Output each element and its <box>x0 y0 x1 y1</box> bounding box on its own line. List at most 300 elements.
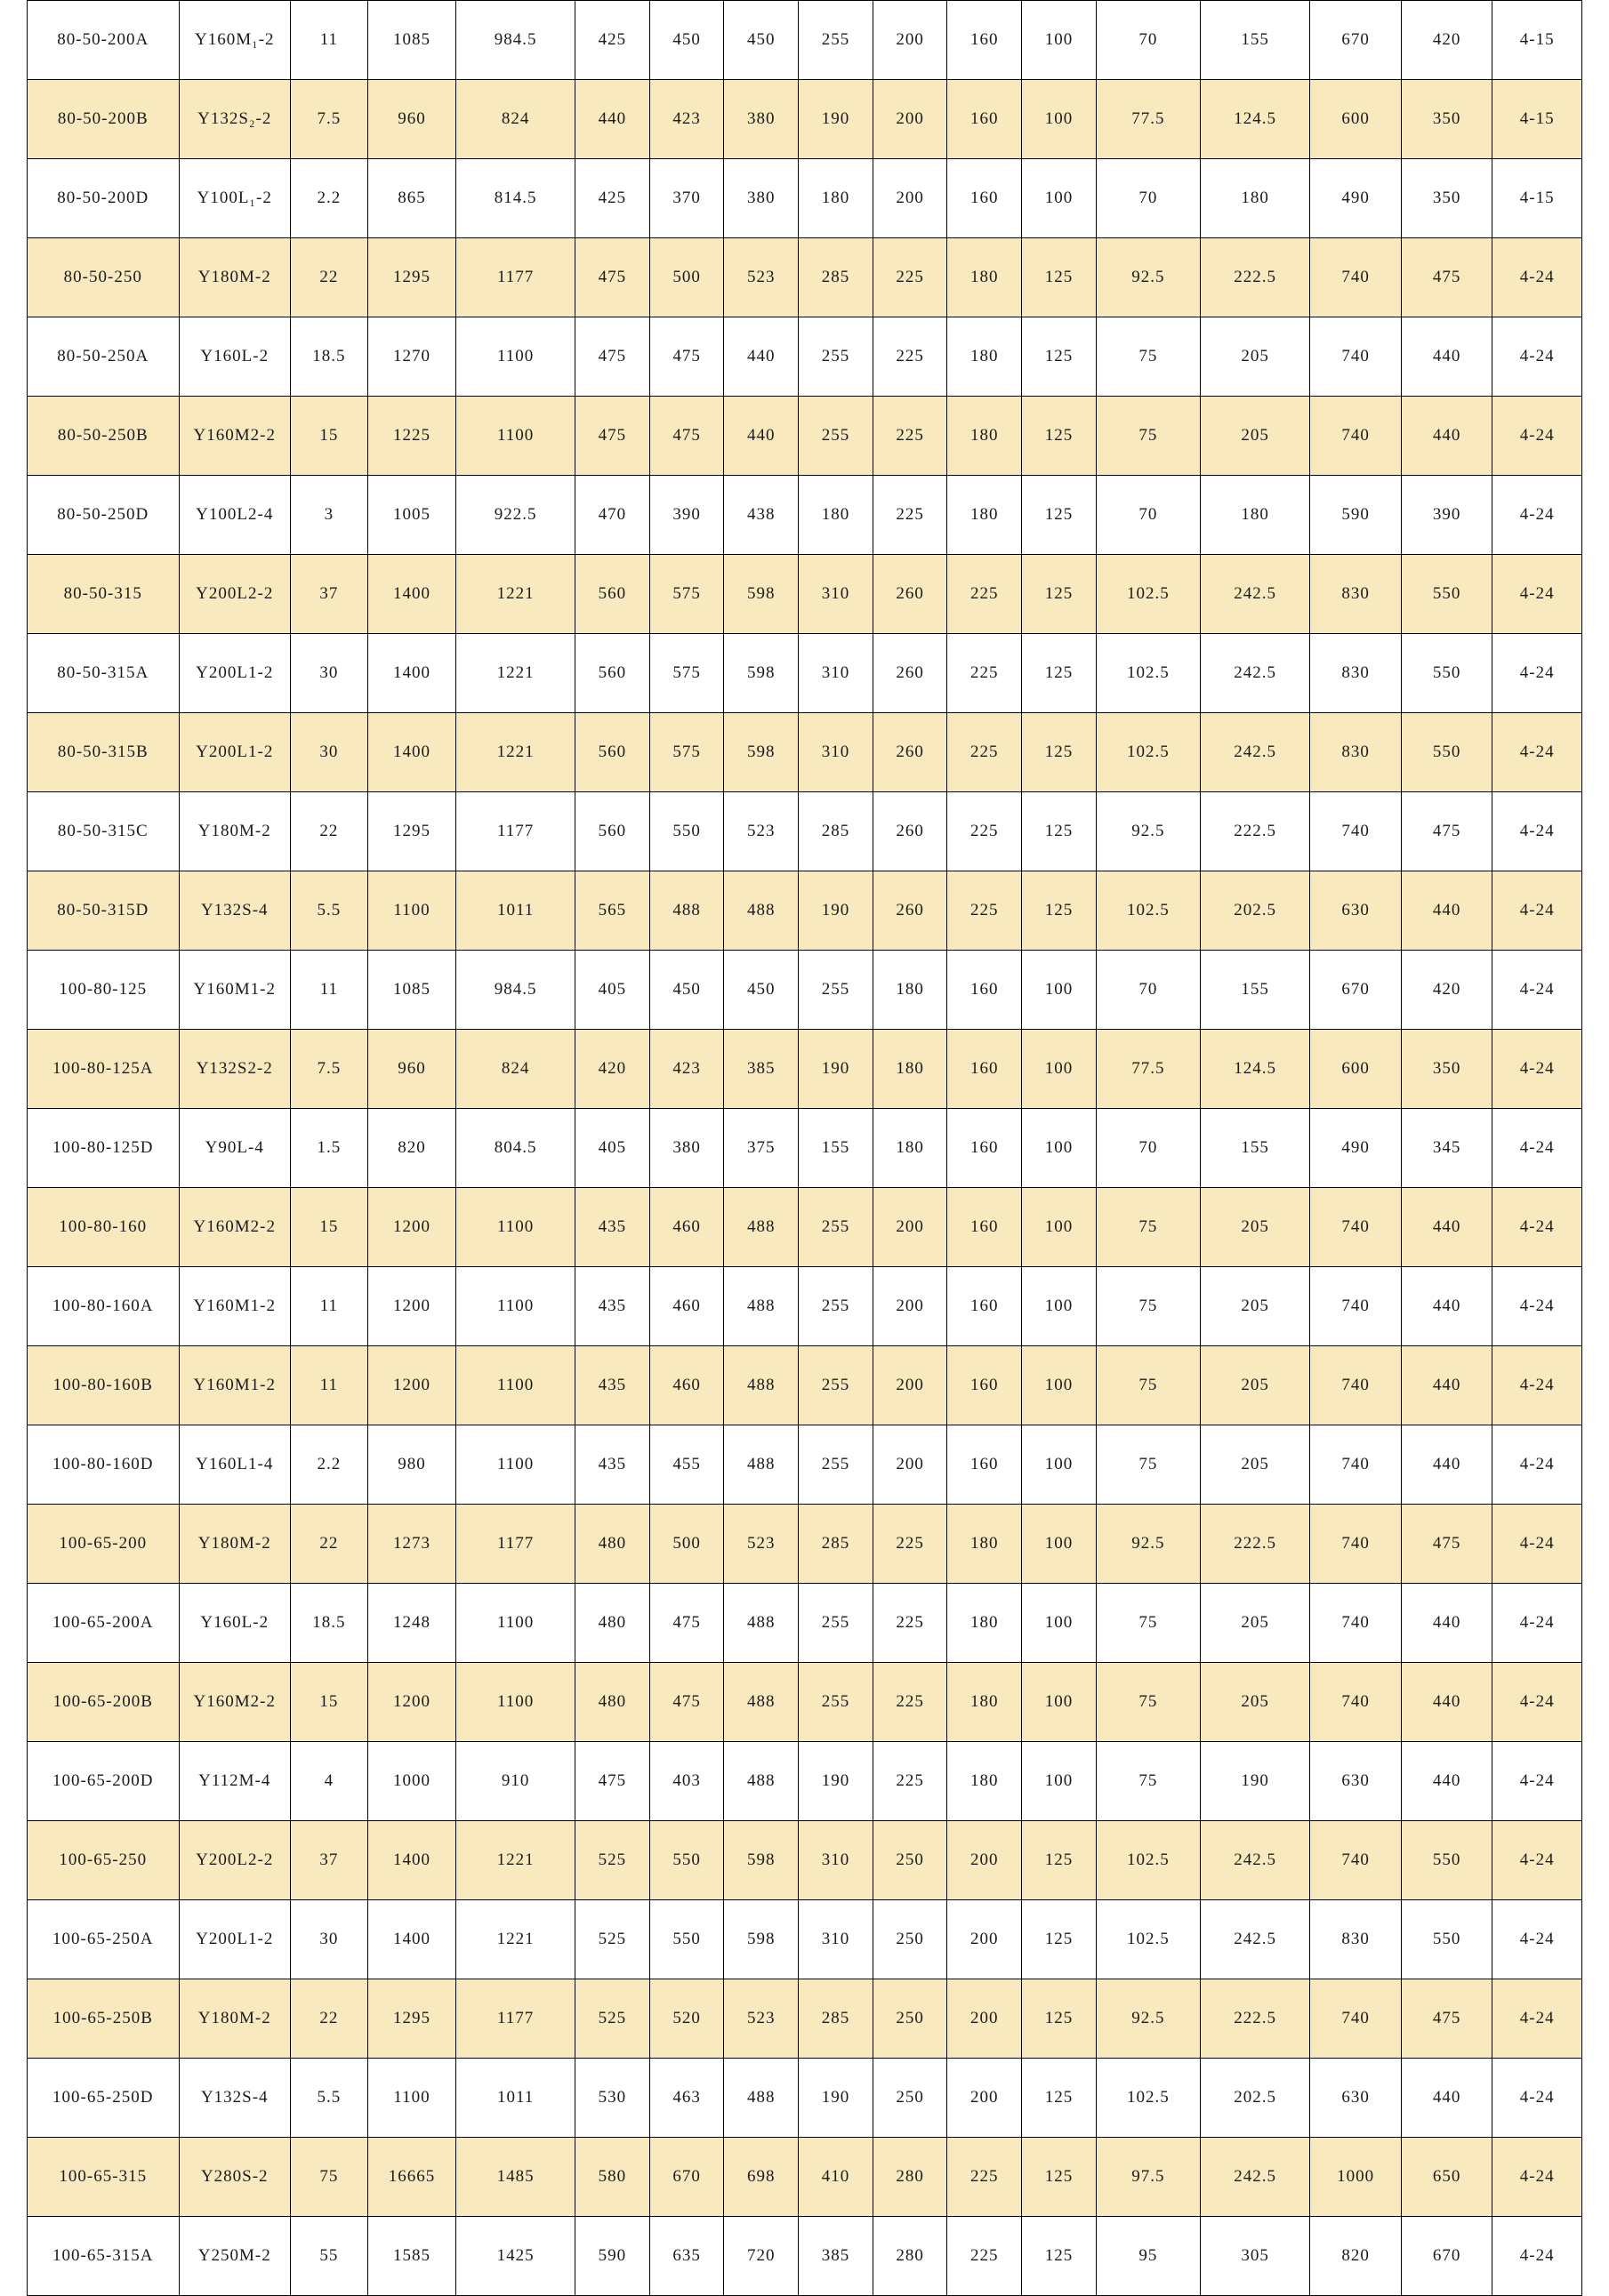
table-cell: 984.5 <box>456 1 575 80</box>
table-cell: 180 <box>947 1584 1022 1663</box>
cell-pump-model: 80-50-315C <box>28 792 180 871</box>
table-cell: 980 <box>367 1425 455 1505</box>
table-cell: 160 <box>947 1109 1022 1188</box>
table-row <box>28 2138 1582 2217</box>
table-cell: 450 <box>724 951 799 1030</box>
cell-pump-model: 100-65-250A <box>28 1900 180 1979</box>
table-cell: 205 <box>1200 1663 1309 1742</box>
table-cell: 222.5 <box>1200 792 1309 871</box>
table-cell: 102.5 <box>1096 634 1200 713</box>
table-cell: 125 <box>1022 1821 1097 1900</box>
table-cell: 70 <box>1096 159 1200 238</box>
cell-motor-model: Y200L1-2 <box>179 713 291 792</box>
table-cell: 100 <box>1022 1267 1097 1346</box>
table-cell: 1270 <box>367 317 455 397</box>
table-cell: 1485 <box>456 2138 575 2217</box>
table-cell: 2.2 <box>291 1425 368 1505</box>
table-cell: 7.5 <box>291 1030 368 1109</box>
table-cell: 488 <box>724 1425 799 1505</box>
table-body <box>28 1 1582 2296</box>
table-cell: 22 <box>291 1979 368 2059</box>
cell-pump-model: 80-50-250A <box>28 317 180 397</box>
cell-pump-model: 100-80-125 <box>28 951 180 1030</box>
table-cell: 488 <box>724 871 799 951</box>
table-cell: 124.5 <box>1200 80 1309 159</box>
table-cell: 180 <box>799 476 873 555</box>
table-cell: 125 <box>1022 2217 1097 2296</box>
table-cell: 75 <box>291 2138 368 2217</box>
table-cell: 1000 <box>1310 2138 1402 2217</box>
cell-pump-model: 100-65-250D <box>28 2059 180 2138</box>
table-cell: 488 <box>724 1267 799 1346</box>
table-cell: 460 <box>649 1267 724 1346</box>
table-cell: 100 <box>1022 80 1097 159</box>
cell-pump-model: 80-50-315A <box>28 634 180 713</box>
table-cell: 550 <box>649 792 724 871</box>
table-cell: 225 <box>873 476 947 555</box>
table-cell: 598 <box>724 713 799 792</box>
table-cell: 100 <box>1022 1346 1097 1425</box>
table-cell: 804.5 <box>456 1109 575 1188</box>
table-cell: 440 <box>1401 871 1492 951</box>
table-cell: 222.5 <box>1200 238 1309 317</box>
table-cell: 475 <box>1401 238 1492 317</box>
table-cell: 100 <box>1022 1425 1097 1505</box>
table-cell: 4-24 <box>1492 1425 1582 1505</box>
table-cell: 1085 <box>367 1 455 80</box>
table-cell: 200 <box>947 1821 1022 1900</box>
table-cell: 1011 <box>456 871 575 951</box>
table-cell: 102.5 <box>1096 2059 1200 2138</box>
table-row <box>28 1188 1582 1267</box>
table-cell: 600 <box>1310 1030 1402 1109</box>
table-cell: 698 <box>724 2138 799 2217</box>
table-cell: 11 <box>291 951 368 1030</box>
cell-motor-model: Y200L2-2 <box>179 555 291 634</box>
table-cell: 350 <box>1401 159 1492 238</box>
cell-motor-model: Y180M-2 <box>179 1505 291 1584</box>
table-cell: 205 <box>1200 1267 1309 1346</box>
table-cell: 125 <box>1022 2059 1097 2138</box>
table-cell: 11 <box>291 1346 368 1425</box>
cell-motor-model: Y160M2-2 <box>179 1663 291 1742</box>
table-cell: 205 <box>1200 317 1309 397</box>
table-cell: 1400 <box>367 555 455 634</box>
table-cell: 205 <box>1200 1584 1309 1663</box>
table-cell: 814.5 <box>456 159 575 238</box>
table-cell: 102.5 <box>1096 1821 1200 1900</box>
table-cell: 435 <box>575 1346 650 1425</box>
table-cell: 100 <box>1022 1742 1097 1821</box>
cell-pump-model: 100-65-200D <box>28 1742 180 1821</box>
cell-pump-model: 100-80-160D <box>28 1425 180 1505</box>
table-cell: 92.5 <box>1096 1979 1200 2059</box>
cell-motor-model: Y160L-2 <box>179 1584 291 1663</box>
table-cell: 390 <box>649 476 724 555</box>
table-cell: 4-15 <box>1492 80 1582 159</box>
table-cell: 500 <box>649 1505 724 1584</box>
table-cell: 37 <box>291 1821 368 1900</box>
table-cell: 630 <box>1310 2059 1402 2138</box>
table-cell: 285 <box>799 1979 873 2059</box>
table-cell: 285 <box>799 238 873 317</box>
table-cell: 4-24 <box>1492 1663 1582 1742</box>
cell-motor-model: Y160M₁-2 <box>179 1 291 80</box>
table-cell: 260 <box>873 713 947 792</box>
table-row <box>28 1109 1582 1188</box>
table-cell: 180 <box>947 1505 1022 1584</box>
table-cell: 740 <box>1310 317 1402 397</box>
cell-pump-model: 100-80-160A <box>28 1267 180 1346</box>
cell-pump-model: 100-80-160B <box>28 1346 180 1425</box>
table-row <box>28 397 1582 476</box>
table-cell: 1177 <box>456 238 575 317</box>
table-cell: 102.5 <box>1096 555 1200 634</box>
table-cell: 1100 <box>456 1584 575 1663</box>
table-cell: 155 <box>1200 1109 1309 1188</box>
table-cell: 75 <box>1096 1425 1200 1505</box>
table-cell: 70 <box>1096 1 1200 80</box>
table-cell: 22 <box>291 1505 368 1584</box>
table-cell: 1585 <box>367 2217 455 2296</box>
table-cell: 475 <box>575 238 650 317</box>
cell-motor-model: Y90L-4 <box>179 1109 291 1188</box>
table-cell: 440 <box>1401 1346 1492 1425</box>
table-cell: 200 <box>873 1425 947 1505</box>
table-cell: 18.5 <box>291 1584 368 1663</box>
table-cell: 1400 <box>367 1900 455 1979</box>
table-cell: 280 <box>873 2217 947 2296</box>
table-cell: 1295 <box>367 1979 455 2059</box>
table-cell: 4-24 <box>1492 1742 1582 1821</box>
table-cell: 4-24 <box>1492 634 1582 713</box>
cell-pump-model: 100-80-125A <box>28 1030 180 1109</box>
table-cell: 260 <box>873 555 947 634</box>
table-cell: 100 <box>1022 1663 1097 1742</box>
table-cell: 4-24 <box>1492 1979 1582 2059</box>
cell-motor-model: Y112M-4 <box>179 1742 291 1821</box>
table-cell: 475 <box>1401 1505 1492 1584</box>
table-cell: 190 <box>799 1030 873 1109</box>
table-cell: 480 <box>575 1584 650 1663</box>
table-row <box>28 1584 1582 1663</box>
table-cell: 830 <box>1310 713 1402 792</box>
table-cell: 480 <box>575 1663 650 1742</box>
table-cell: 18.5 <box>291 317 368 397</box>
table-cell: 102.5 <box>1096 871 1200 951</box>
table-cell: 440 <box>1401 1663 1492 1742</box>
cell-motor-model: Y160M1-2 <box>179 1267 291 1346</box>
table-cell: 225 <box>873 1663 947 1742</box>
table-cell: 670 <box>1310 1 1402 80</box>
table-cell: 560 <box>575 792 650 871</box>
table-cell: 285 <box>799 792 873 871</box>
table-cell: 75 <box>1096 1742 1200 1821</box>
table-cell: 305 <box>1200 2217 1309 2296</box>
table-cell: 830 <box>1310 555 1402 634</box>
table-cell: 1177 <box>456 1979 575 2059</box>
cell-motor-model: Y160M1-2 <box>179 951 291 1030</box>
table-cell: 310 <box>799 634 873 713</box>
table-cell: 575 <box>649 713 724 792</box>
table-cell: 77.5 <box>1096 80 1200 159</box>
cell-pump-model: 100-65-200 <box>28 1505 180 1584</box>
table-cell: 525 <box>575 1821 650 1900</box>
table-cell: 242.5 <box>1200 1821 1309 1900</box>
table-cell: 550 <box>1401 713 1492 792</box>
table-cell: 4-24 <box>1492 555 1582 634</box>
table-cell: 250 <box>873 1900 947 1979</box>
table-cell: 425 <box>575 1 650 80</box>
table-cell: 450 <box>724 1 799 80</box>
table-cell: 370 <box>649 159 724 238</box>
table-row <box>28 1900 1582 1979</box>
table-cell: 242.5 <box>1200 1900 1309 1979</box>
table-cell: 225 <box>873 317 947 397</box>
table-row <box>28 792 1582 871</box>
table-cell: 70 <box>1096 1109 1200 1188</box>
table-row <box>28 951 1582 1030</box>
table-cell: 720 <box>724 2217 799 2296</box>
table-cell: 92.5 <box>1096 238 1200 317</box>
table-cell: 345 <box>1401 1109 1492 1188</box>
table-cell: 405 <box>575 951 650 1030</box>
cell-motor-model: Y160M2-2 <box>179 1188 291 1267</box>
table-cell: 160 <box>947 80 1022 159</box>
table-row <box>28 555 1582 634</box>
table-cell: 470 <box>575 476 650 555</box>
table-cell: 423 <box>649 80 724 159</box>
table-cell: 155 <box>1200 951 1309 1030</box>
table-cell: 125 <box>1022 2138 1097 2217</box>
table-cell: 180 <box>947 397 1022 476</box>
table-row <box>28 80 1582 159</box>
table-cell: 15 <box>291 1663 368 1742</box>
table-cell: 435 <box>575 1425 650 1505</box>
table-cell: 37 <box>291 555 368 634</box>
table-cell: 55 <box>291 2217 368 2296</box>
table-cell: 242.5 <box>1200 2138 1309 2217</box>
table-cell: 160 <box>947 1188 1022 1267</box>
cell-motor-model: Y132S-4 <box>179 871 291 951</box>
table-row <box>28 1663 1582 1742</box>
table-cell: 4-24 <box>1492 2138 1582 2217</box>
table-cell: 225 <box>947 634 1022 713</box>
table-cell: 190 <box>799 2059 873 2138</box>
table-cell: 1225 <box>367 397 455 476</box>
table-cell: 4-24 <box>1492 1188 1582 1267</box>
table-cell: 420 <box>1401 951 1492 1030</box>
table-cell: 225 <box>873 1584 947 1663</box>
table-cell: 740 <box>1310 1346 1402 1425</box>
table-cell: 125 <box>1022 1900 1097 1979</box>
table-cell: 7.5 <box>291 80 368 159</box>
table-cell: 460 <box>649 1346 724 1425</box>
table-cell: 1.5 <box>291 1109 368 1188</box>
table-cell: 824 <box>456 80 575 159</box>
table-cell: 4-24 <box>1492 238 1582 317</box>
table-cell: 385 <box>724 1030 799 1109</box>
table-row <box>28 1505 1582 1584</box>
table-cell: 260 <box>873 792 947 871</box>
table-cell: 438 <box>724 476 799 555</box>
cell-motor-model: Y100L₁-2 <box>179 159 291 238</box>
table-cell: 420 <box>1401 1 1492 80</box>
table-cell: 410 <box>799 2138 873 2217</box>
table-cell: 202.5 <box>1200 871 1309 951</box>
table-row <box>28 2059 1582 2138</box>
table-cell: 255 <box>799 1425 873 1505</box>
table-cell: 463 <box>649 2059 724 2138</box>
table-cell: 530 <box>575 2059 650 2138</box>
table-cell: 4-15 <box>1492 1 1582 80</box>
table-cell: 475 <box>649 317 724 397</box>
table-cell: 488 <box>724 1663 799 1742</box>
table-cell: 222.5 <box>1200 1505 1309 1584</box>
table-cell: 440 <box>1401 1742 1492 1821</box>
table-cell: 560 <box>575 713 650 792</box>
table-cell: 310 <box>799 1900 873 1979</box>
table-cell: 475 <box>1401 1979 1492 2059</box>
table-row <box>28 1 1582 80</box>
table-cell: 375 <box>724 1109 799 1188</box>
table-cell: 405 <box>575 1109 650 1188</box>
table-cell: 740 <box>1310 238 1402 317</box>
table-cell: 960 <box>367 1030 455 1109</box>
table-cell: 403 <box>649 1742 724 1821</box>
table-cell: 740 <box>1310 1821 1402 1900</box>
table-cell: 1400 <box>367 1821 455 1900</box>
table-cell: 160 <box>947 1030 1022 1109</box>
table-cell: 1221 <box>456 555 575 634</box>
table-cell: 225 <box>873 1742 947 1821</box>
table-cell: 1221 <box>456 1900 575 1979</box>
table-cell: 1100 <box>456 1346 575 1425</box>
table-cell: 440 <box>575 80 650 159</box>
table-cell: 380 <box>724 159 799 238</box>
table-cell: 102.5 <box>1096 1900 1200 1979</box>
table-row <box>28 159 1582 238</box>
table-cell: 225 <box>873 1505 947 1584</box>
table-cell: 100 <box>1022 1584 1097 1663</box>
table-cell: 255 <box>799 397 873 476</box>
table-cell: 100 <box>1022 1109 1097 1188</box>
table-row <box>28 476 1582 555</box>
table-cell: 225 <box>873 397 947 476</box>
table-cell: 523 <box>724 1505 799 1584</box>
table-cell: 160 <box>947 159 1022 238</box>
table-cell: 740 <box>1310 1188 1402 1267</box>
table-cell: 550 <box>649 1821 724 1900</box>
table-cell: 4-24 <box>1492 317 1582 397</box>
table-cell: 75 <box>1096 397 1200 476</box>
table-cell: 250 <box>873 1821 947 1900</box>
table-cell: 95 <box>1096 2217 1200 2296</box>
table-cell: 125 <box>1022 397 1097 476</box>
table-cell: 455 <box>649 1425 724 1505</box>
table-cell: 202.5 <box>1200 2059 1309 2138</box>
table-cell: 125 <box>1022 871 1097 951</box>
table-cell: 2.2 <box>291 159 368 238</box>
table-cell: 475 <box>649 1584 724 1663</box>
cell-pump-model: 80-50-250D <box>28 476 180 555</box>
table-cell: 180 <box>873 951 947 1030</box>
table-cell: 1248 <box>367 1584 455 1663</box>
pump-specification-table <box>27 0 1582 2296</box>
cell-motor-model: Y132S₂-2 <box>179 80 291 159</box>
table-cell: 4-24 <box>1492 792 1582 871</box>
table-cell: 5.5 <box>291 871 368 951</box>
table-cell: 4-24 <box>1492 951 1582 1030</box>
cell-motor-model: Y132S-4 <box>179 2059 291 2138</box>
table-cell: 423 <box>649 1030 724 1109</box>
table-cell: 225 <box>947 2217 1022 2296</box>
table-cell: 420 <box>575 1030 650 1109</box>
table-cell: 450 <box>649 1 724 80</box>
table-row <box>28 871 1582 951</box>
table-cell: 385 <box>799 2217 873 2296</box>
cell-motor-model: Y160M2-2 <box>179 397 291 476</box>
table-cell: 30 <box>291 634 368 713</box>
table-cell: 435 <box>575 1188 650 1267</box>
table-cell: 255 <box>799 1188 873 1267</box>
table-cell: 600 <box>1310 80 1402 159</box>
table-cell: 830 <box>1310 634 1402 713</box>
table-cell: 1400 <box>367 634 455 713</box>
table-cell: 180 <box>947 476 1022 555</box>
table-cell: 4-24 <box>1492 1900 1582 1979</box>
table-cell: 22 <box>291 792 368 871</box>
table-cell: 390 <box>1401 476 1492 555</box>
table-cell: 740 <box>1310 1584 1402 1663</box>
cell-motor-model: Y160L1-4 <box>179 1425 291 1505</box>
table-cell: 960 <box>367 80 455 159</box>
table-cell: 488 <box>724 2059 799 2138</box>
table-cell: 125 <box>1022 555 1097 634</box>
table-cell: 190 <box>799 871 873 951</box>
table-cell: 260 <box>873 871 947 951</box>
table-cell: 1100 <box>367 871 455 951</box>
table-cell: 310 <box>799 1821 873 1900</box>
table-cell: 124.5 <box>1200 1030 1309 1109</box>
table-cell: 75 <box>1096 317 1200 397</box>
table-cell: 75 <box>1096 1267 1200 1346</box>
table-cell: 488 <box>724 1742 799 1821</box>
table-cell: 4-24 <box>1492 1584 1582 1663</box>
cell-pump-model: 100-65-250B <box>28 1979 180 2059</box>
table-cell: 865 <box>367 159 455 238</box>
table-cell: 500 <box>649 238 724 317</box>
table-cell: 11 <box>291 1 368 80</box>
table-cell: 550 <box>1401 634 1492 713</box>
table-cell: 490 <box>1310 159 1402 238</box>
table-row <box>28 713 1582 792</box>
table-cell: 475 <box>575 1742 650 1821</box>
table-cell: 15 <box>291 1188 368 1267</box>
table-cell: 255 <box>799 951 873 1030</box>
table-cell: 285 <box>799 1505 873 1584</box>
table-cell: 440 <box>1401 1425 1492 1505</box>
cell-pump-model: 80-50-200B <box>28 80 180 159</box>
table-cell: 180 <box>799 159 873 238</box>
table-cell: 255 <box>799 317 873 397</box>
table-cell: 440 <box>1401 1188 1492 1267</box>
table-cell: 200 <box>947 2059 1022 2138</box>
cell-pump-model: 80-50-315B <box>28 713 180 792</box>
cell-pump-model: 100-65-200A <box>28 1584 180 1663</box>
table-cell: 125 <box>1022 476 1097 555</box>
cell-pump-model: 100-80-160 <box>28 1188 180 1267</box>
